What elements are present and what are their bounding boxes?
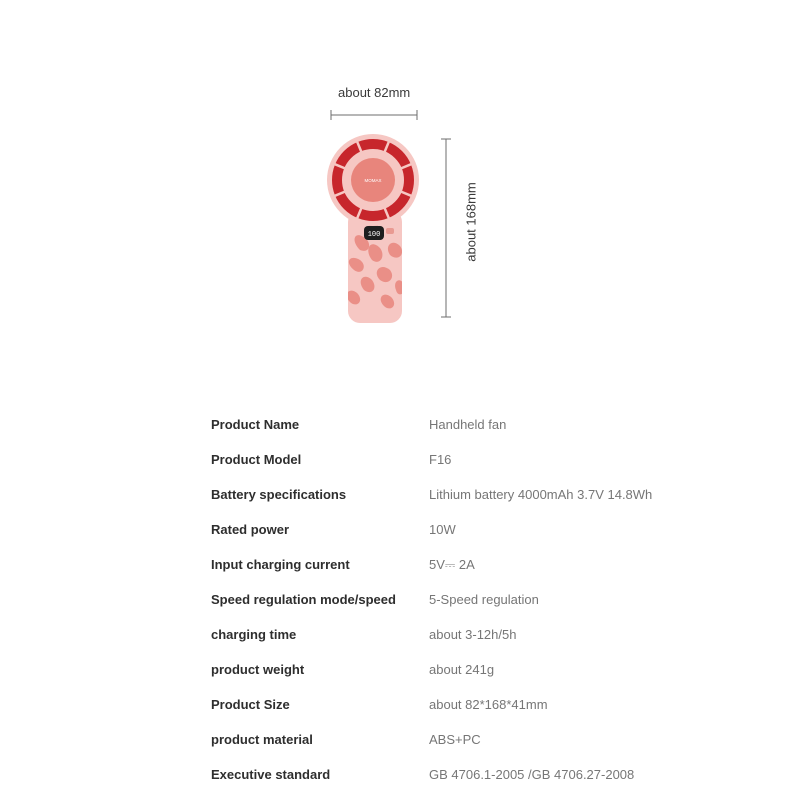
spec-row xyxy=(211,442,731,477)
spec-row xyxy=(211,547,731,582)
svg-text:MOMAX: MOMAX xyxy=(364,178,382,183)
spec-label: product weight xyxy=(211,662,305,677)
spec-label: product material xyxy=(211,732,313,747)
height-dimension-label: about 168mm xyxy=(463,182,479,262)
spec-row xyxy=(211,512,731,547)
spec-label: Product Model xyxy=(211,452,302,467)
spec-label: Product Name xyxy=(211,417,300,432)
spec-value: Handheld fan xyxy=(429,417,507,432)
spec-row xyxy=(211,477,731,512)
spec-value: about 241g xyxy=(429,662,495,677)
spec-value: about 82*168*41mm xyxy=(429,697,548,712)
spec-row xyxy=(211,722,731,757)
spec-row xyxy=(211,582,731,617)
spec-value: GB 4706.1-2005 /GB 4706.27-2008 xyxy=(429,767,635,782)
spec-row xyxy=(211,687,731,722)
spec-label: Product Size xyxy=(211,697,290,712)
width-dimension-label: about 82mm xyxy=(338,85,411,100)
spec-label: Input charging current xyxy=(211,557,350,572)
spec-row xyxy=(211,757,731,792)
spec-value: 10W xyxy=(429,522,456,537)
svg-text:100: 100 xyxy=(367,231,381,239)
spec-row xyxy=(211,617,731,652)
spec-value: F16 xyxy=(429,452,452,467)
height-dimension-line xyxy=(439,135,453,321)
spec-value: about 3-12h/5h xyxy=(429,627,517,642)
spec-value: 5V⎓ 2A xyxy=(429,557,475,572)
spec-value: 5-Speed regulation xyxy=(429,592,539,607)
spec-value: Lithium battery 4000mAh 3.7V 14.8Wh xyxy=(429,487,653,502)
spec-row xyxy=(211,407,731,442)
spec-label: charging time xyxy=(211,627,297,642)
spec-label: Executive standard xyxy=(211,767,331,782)
spec-label: Battery specifications xyxy=(211,487,347,502)
spec-label: Speed regulation mode/speed xyxy=(211,592,396,607)
width-dimension-line xyxy=(328,108,420,122)
spec-table xyxy=(211,407,731,792)
spec-value: ABS+PC xyxy=(429,732,481,747)
spec-row xyxy=(211,652,731,687)
handheld-fan-image xyxy=(320,130,430,330)
spec-label: Rated power xyxy=(211,522,290,537)
